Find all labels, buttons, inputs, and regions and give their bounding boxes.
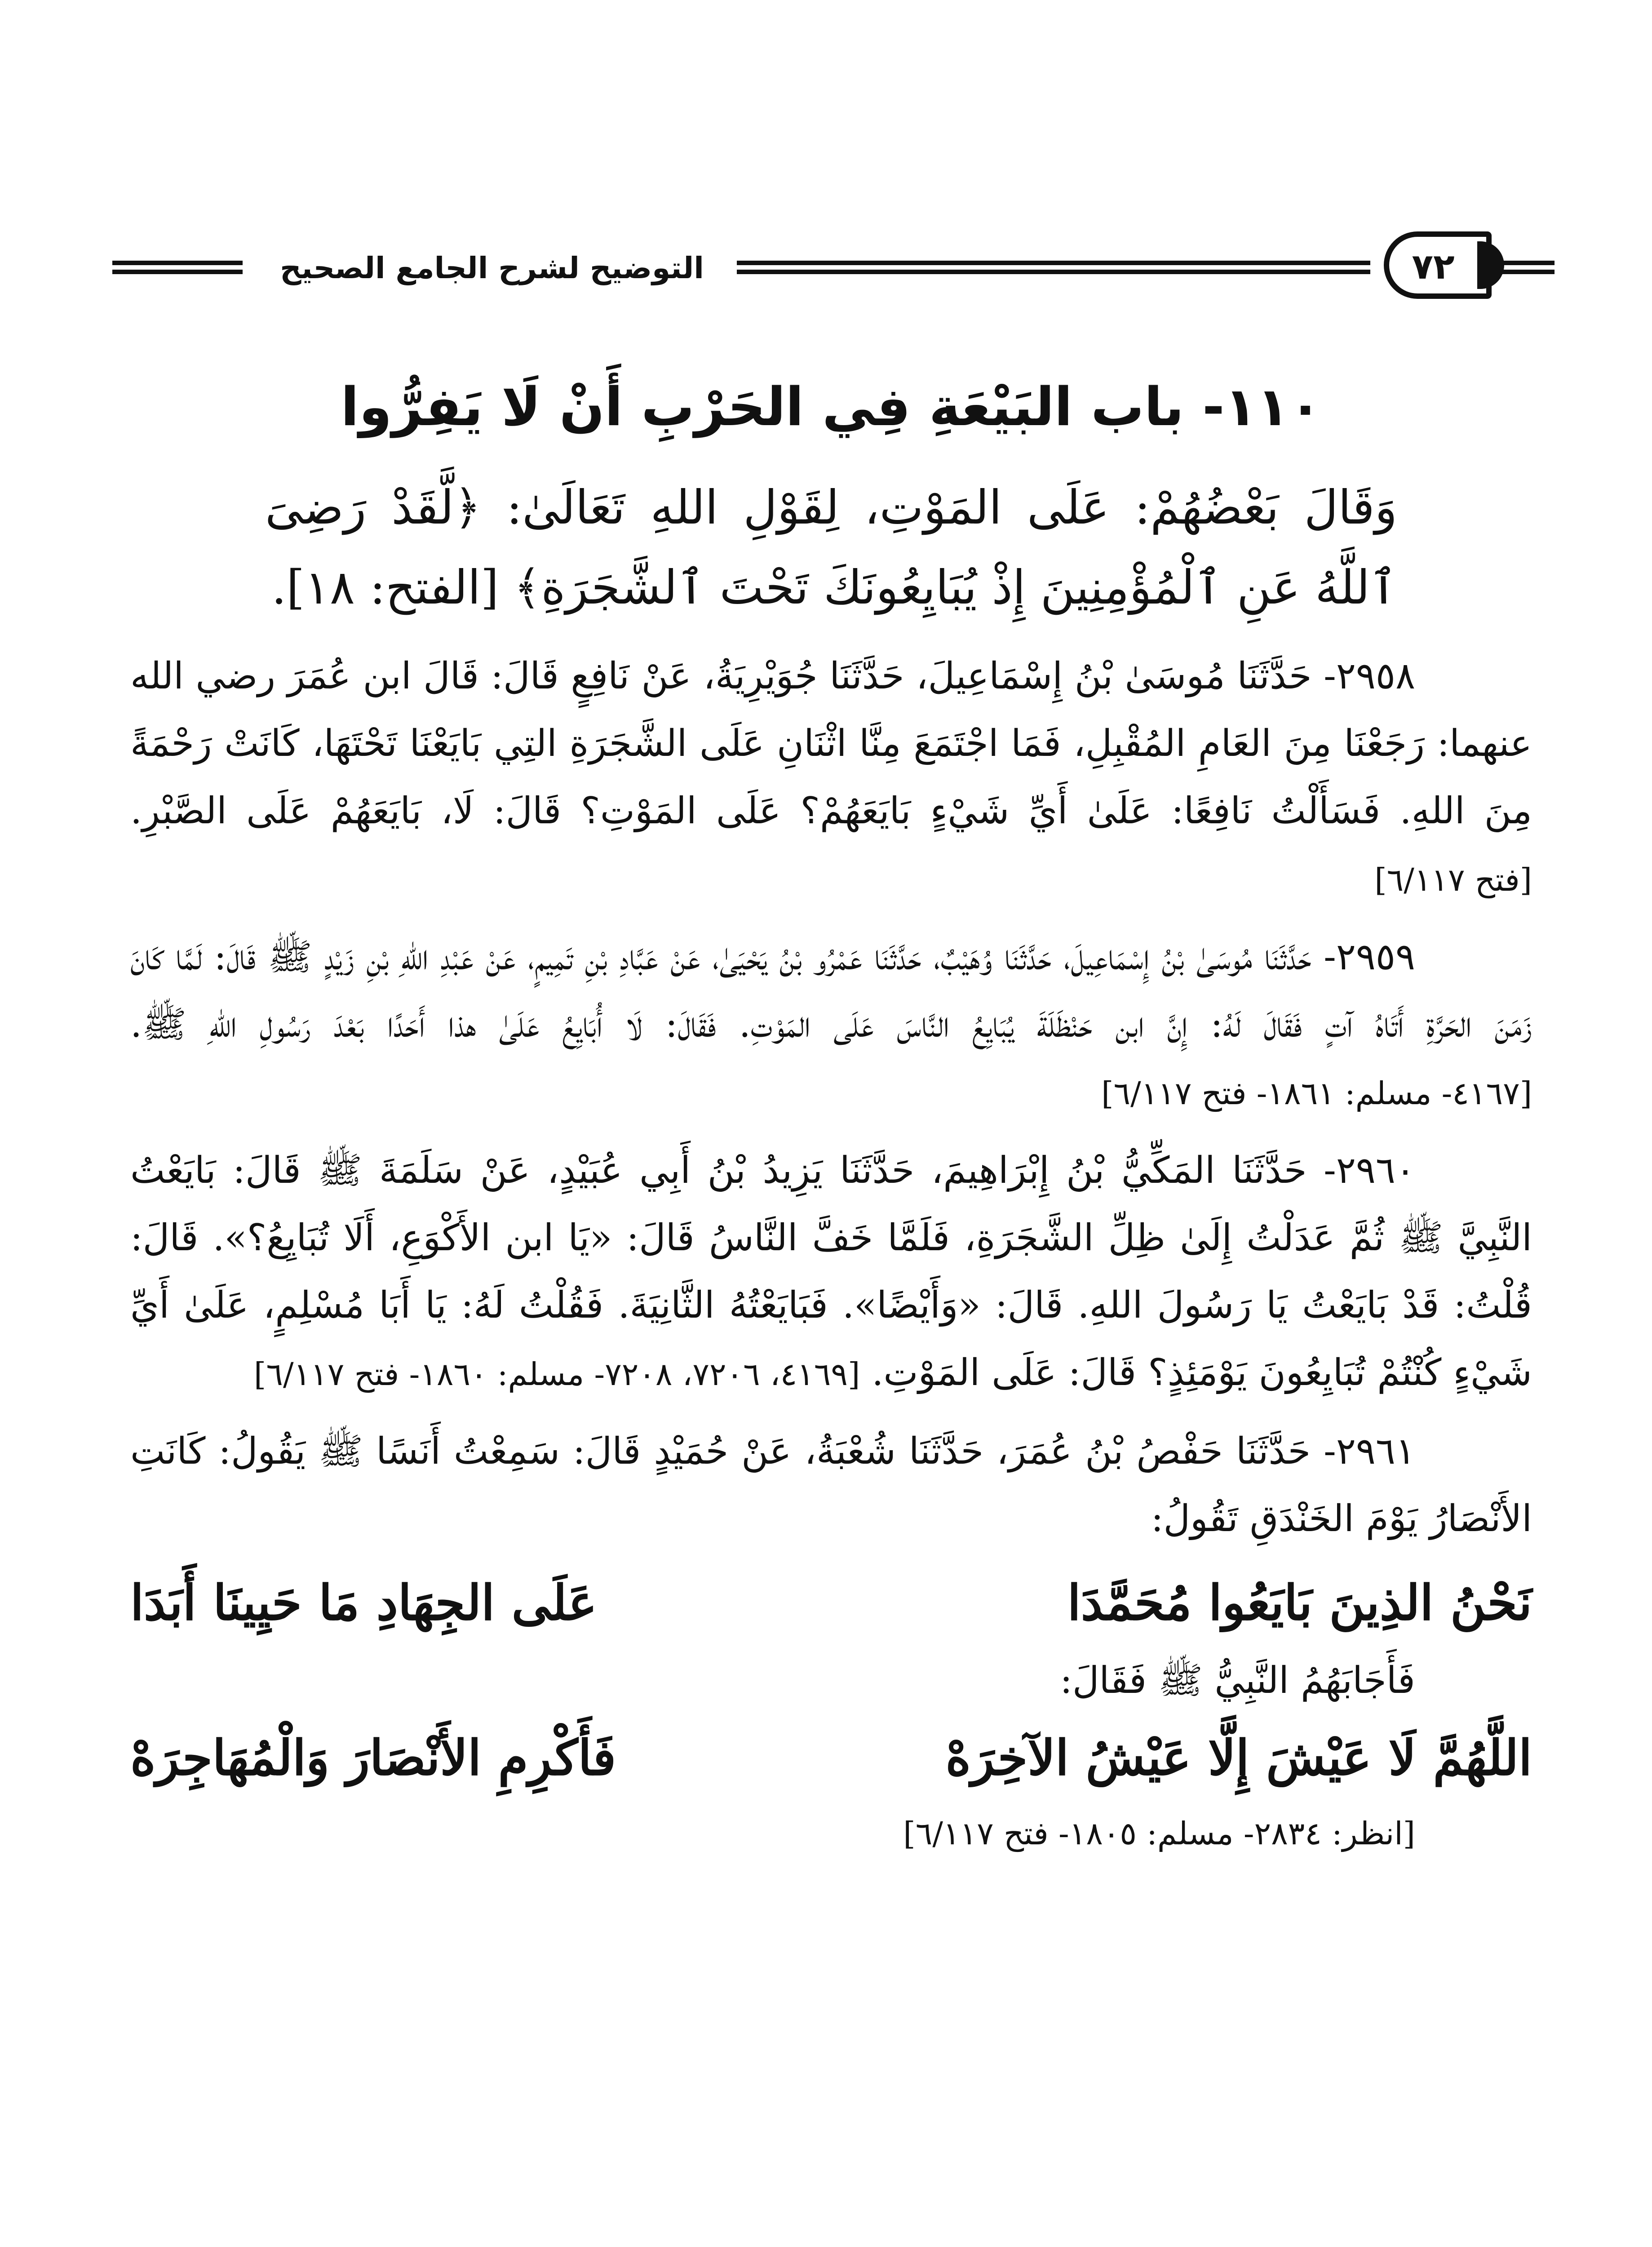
hadith-reference: [فتح ٦/١١٧] xyxy=(1374,861,1532,898)
hadith-paragraph xyxy=(130,643,1532,914)
poetry-verse xyxy=(130,1719,1532,1798)
running-header xyxy=(112,225,1555,315)
hadith-text: ٢٩٥٨- حَدَّثَنَا مُوسَىٰ بْنُ إِسْمَاعِيلَ، حَدَّثَنَا جُوَيْرِيَةُ، عَنْ نَافِعٍ قَالَ: قَالَ ابن عُمَرَ رضي الله عنهما: رَجَعْنَا مِنَ العَامِ المُقْبِلِ، فَمَا اجْتَمَعَ مِنَّا اثْنَانِ عَلَى الشَّجَرَةِ التِي بَايَعْنَا تَحْتَهَا، كَانَتْ رَحْمَةً مِنَ اللهِ. فَسَأَلْتُ نَافِعًا: عَلَىٰ أَيِّ شَيْءٍ بَايَعَهُمْ؟ عَلَى المَوْتِ؟ قَالَ: لَا، بَايَعَهُمْ عَلَى الصَّبْرِ. xyxy=(130,655,1532,832)
chapter-title: ١١٠- باب البَيْعَةِ فِي الحَرْبِ أَنْ لَا يَفِرُّوا xyxy=(341,376,1322,438)
answer-line: فَأَجَابَهُمُ النَّبِيُّ ﷺ فَقَالَ: xyxy=(1060,1659,1415,1702)
poetry-verse xyxy=(130,1564,1532,1643)
verse-second-hemistich: فَأَكْرِمِ الأَنْصَارَ وَالْمُهَاجِرَهْ xyxy=(130,1730,616,1786)
header-rule xyxy=(112,261,243,274)
hadith-text: ٢٩٥٩- حَدَّثَنَا مُوسَىٰ بْنُ إِسْمَاعِيلَ، حَدَّثَنَا وُهَيْبٌ، حَدَّثَنَا عَمْرُو بْنُ يَحْيَىٰ، عَنْ عَبَّادِ بْنِ تَمِيمٍ، عَنْ عَبْدِ اللهِ بْنِ زَيْدٍ ﷺ قَالَ: لَمَّا كَانَ زَمَنَ الحَرَّةِ أَتَاهُ آتٍ فَقَالَ لَهُ: إِنَّ ابن حَنْظَلَةَ يُبَايِعُ النَّاسَ عَلَى المَوْتِ. فَقَالَ: لَا أُبَايِعُ عَلَىٰ هذا أَحَدًا بَعْدَ رَسُولِ اللهِ ﷺ. xyxy=(130,936,1532,1046)
hadith-text: ٢٩٦٠- حَدَّثَنَا المَكِّيُّ بْنُ إِبْرَاهِيمَ، حَدَّثَنَا يَزِيدُ بْنُ أَبِي عُبَيْدٍ، عَنْ سَلَمَةَ ﷺ قَالَ: بَايَعْتُ النَّبِيَّ ﷺ ثُمَّ عَدَلْتُ إِلَىٰ ظِلِّ الشَّجَرَةِ، فَلَمَّا خَفَّ النَّاسُ قَالَ: «يَا ابن الأَكْوَعِ، أَلَا تُبَايِعُ؟». قَالَ: قُلْتُ: قَدْ بَايَعْتُ يَا رَسُولَ اللهِ. قَالَ: «وَأَيْضًا». فَبَايَعْتُهُ الثَّانِيَةَ. فَقُلْتُ لَهُ: يَا أَبَا مُسْلِمٍ، عَلَىٰ أَيِّ شَيْءٍ كُنْتُمْ تُبَايِعُونَ يَوْمَئِذٍ؟ قَالَ: عَلَى المَوْتِ. xyxy=(130,1149,1532,1394)
verse-first-hemistich: نَحْنُ الذِينَ بَايَعُوا مُحَمَّدَا xyxy=(1067,1575,1532,1631)
hadith-reference: [٤١٦٧- مسلم: ١٨٦١- فتح ٦/١١٧] xyxy=(1101,1075,1532,1112)
hadith-paragraph xyxy=(130,1137,1532,1408)
verse-second-hemistich: عَلَى الجِهَادِ مَا حَيِينَا أَبَدَا xyxy=(130,1575,597,1631)
page-body xyxy=(130,369,1532,1865)
header-rule xyxy=(737,261,1370,274)
hadith-text: ٢٩٦١- حَدَّثَنَا حَفْصُ بْنُ عُمَرَ، حَدَّثَنَا شُعْبَةُ، عَنْ حُمَيْدٍ قَالَ: سَمِعْتُ أَنَسًا ﷺ يَقُولُ: كَانَتِ الأَنْصَارُ يَوْمَ الخَنْدَقِ تَقُولُ: xyxy=(130,1430,1532,1540)
verse-first-hemistich: اللَّهُمَّ لَا عَيْشَ إِلَّا عَيْشُ الآخِرَهْ xyxy=(945,1730,1532,1786)
page-number-badge xyxy=(1384,231,1492,299)
hadith-reference: [٤١٦٩، ٧٢٠٦، ٧٢٠٨- مسلم: ١٨٦٠- فتح ٦/١١٧] xyxy=(254,1356,860,1393)
chapter-intro: وَقَالَ بَعْضُهُمْ: عَلَى المَوْتِ، لِقَوْلِ اللهِ تَعَالَىٰ: ﴿لَّقَدْ رَضِىَ ٱللَّهُ عَنِ ٱلْمُؤْمِنِينَ إِذْ يُبَايِعُونَكَ تَحْتَ ٱلشَّجَرَةِ﴾ [الفتح: ١٨]. xyxy=(265,480,1397,615)
page-number: ٧٢ xyxy=(1412,247,1455,287)
hadith-paragraph xyxy=(130,924,1532,1127)
hadith-reference: [انظر: ٢٨٣٤- مسلم: ١٨٠٥- فتح ٦/١١٧] xyxy=(903,1815,1415,1852)
book-title: التوضيح لشرح الجامع الصحيح xyxy=(280,251,704,285)
hadith-paragraph xyxy=(130,1418,1532,1554)
header-rule xyxy=(1496,261,1555,274)
